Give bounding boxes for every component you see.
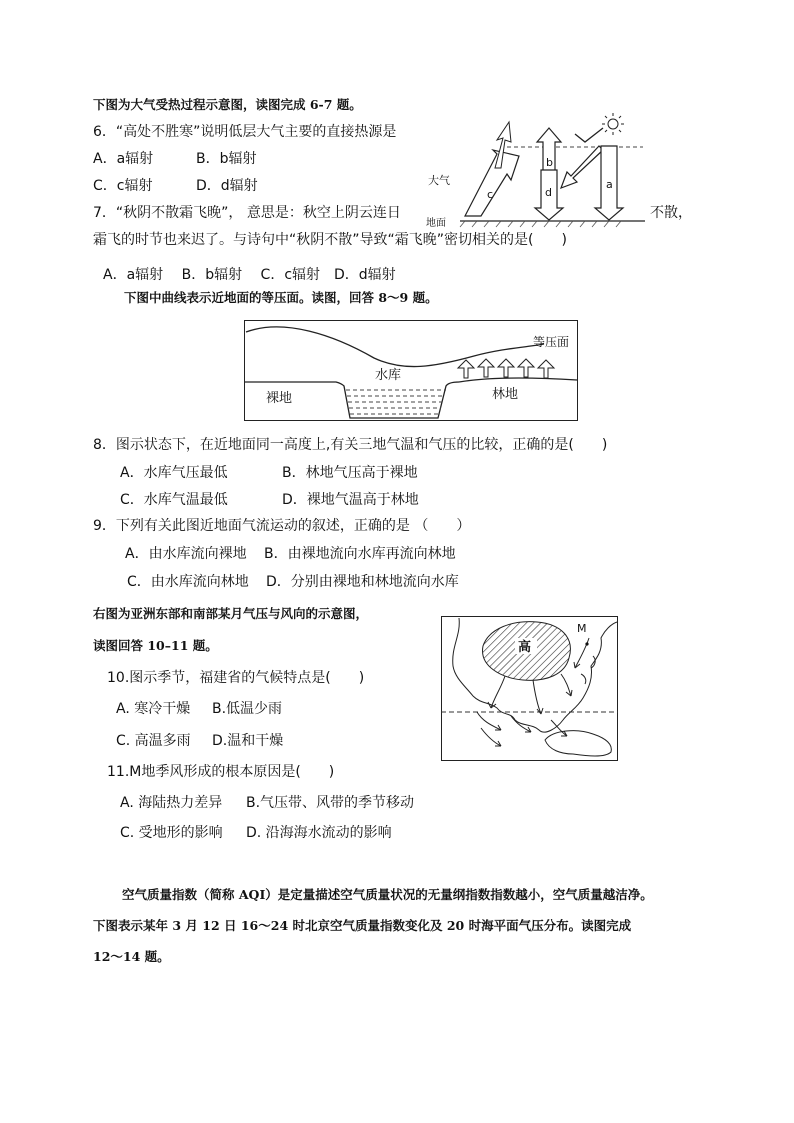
q6-option-d: D．d辐射 xyxy=(196,178,258,194)
q11-option-c: C. 受地形的影响 xyxy=(120,825,223,841)
section4-line3: 12～14 题。 xyxy=(93,949,170,964)
q10-option-d: D.温和干燥 xyxy=(212,733,284,749)
q10-stem: 10.图示季节，福建省的气候特点是( ) xyxy=(107,670,365,686)
q8-option-a: A．水库气压最低 xyxy=(120,465,228,481)
q11-option-d: D. 沿海海水流动的影响 xyxy=(246,825,392,841)
q6-option-b: B．b辐射 xyxy=(196,151,257,167)
asia-monsoon-map xyxy=(441,616,618,761)
arrow-c-label: c xyxy=(487,188,494,201)
q8-stem: 8．图示状态下，在近地面同一高度上,有关三地气温和气压的比较，正确的是( ) xyxy=(93,437,608,453)
atmosphere-heating-diagram xyxy=(425,110,650,230)
section4-line1: 空气质量指数（简称 AQI）是定量描述空气质量状况的无量纲指数指数越小，空气质量越洁净。 xyxy=(122,887,653,902)
q8-option-d: D．裸地气温高于林地 xyxy=(282,492,419,508)
q10-option-b: B.低温少雨 xyxy=(212,701,283,717)
section3-intro-line1: 右图为亚洲东部和南部某月气压与风向的示意图， xyxy=(93,606,369,621)
q6-option-c: C．c辐射 xyxy=(93,178,153,194)
q8-option-c: C．水库气温最低 xyxy=(120,492,228,508)
q9-option-b: B．由裸地流向水库再流向林地 xyxy=(264,546,456,562)
forest-label: 林地 xyxy=(492,387,519,402)
q11-option-b: B.气压带、风带的季节移动 xyxy=(246,795,415,811)
high-pressure-label: 高 xyxy=(518,640,532,655)
q7-options: A．a辐射 B．b辐射 C．c辐射 D．d辐射 xyxy=(103,267,396,283)
q7-stem-line1-end: 不散， xyxy=(650,205,692,221)
bare-land-label: 裸地 xyxy=(266,391,293,406)
reservoir-label: 水库 xyxy=(375,368,402,383)
m-label: M xyxy=(577,622,587,635)
q6-stem: 6．“高处不胜寒”说明低层大气主要的直接热源是 xyxy=(93,124,397,140)
section3-intro-line2: 读图回答 10–11 题。 xyxy=(93,638,218,653)
isobar-label: 等压面 xyxy=(533,335,570,349)
arrow-b-label: b xyxy=(546,156,553,169)
q9-option-a: A．由水库流向裸地 xyxy=(125,546,247,562)
q11-option-a: A. 海陆热力差异 xyxy=(120,795,223,811)
sun-icon xyxy=(602,113,624,135)
q7-stem-line2: 霜飞的时节也来迟了。与诗句中“秋阴不散”导致“霜飞晚”密切相关的是( ) xyxy=(93,232,567,248)
section1-intro: 下图为大气受热过程示意图，读图完成 6-7 题。 xyxy=(93,97,362,112)
q11-stem: 11.M地季风形成的根本原因是( ) xyxy=(107,764,335,780)
atmosphere-label: 大气 xyxy=(428,174,450,187)
ground-label: 地面 xyxy=(426,218,446,229)
q9-option-d: D．分别由裸地和林地流向水库 xyxy=(266,574,459,590)
section2-intro: 下图中曲线表示近地面的等压面。读图，回答 8～9 题。 xyxy=(124,290,438,305)
q10-option-c: C. 高温多雨 xyxy=(116,733,191,749)
arrow-d-label: d xyxy=(545,186,552,199)
q6-option-a: A．a辐射 xyxy=(93,151,154,167)
q9-stem: 9．下列有关此图近地面气流运动的叙述，正确的是 （ ） xyxy=(93,518,471,534)
isobar-diagram xyxy=(244,320,578,421)
q7-stem-line1: 7．“秋阴不散霜飞晚”， 意思是：秋空上阴云连日 xyxy=(93,205,401,221)
q9-option-c: C．由水库流向林地 xyxy=(127,574,249,590)
q8-option-b: B．林地气压高于裸地 xyxy=(282,465,418,481)
q10-option-a: A. 寒冷干燥 xyxy=(116,701,191,717)
arrow-a-label: a xyxy=(606,178,613,191)
section4-line2: 下图表示某年 3 月 12 日 16～24 时北京空气质量指数变化及 20 时海平面气压分布。读图完成 xyxy=(93,918,632,933)
